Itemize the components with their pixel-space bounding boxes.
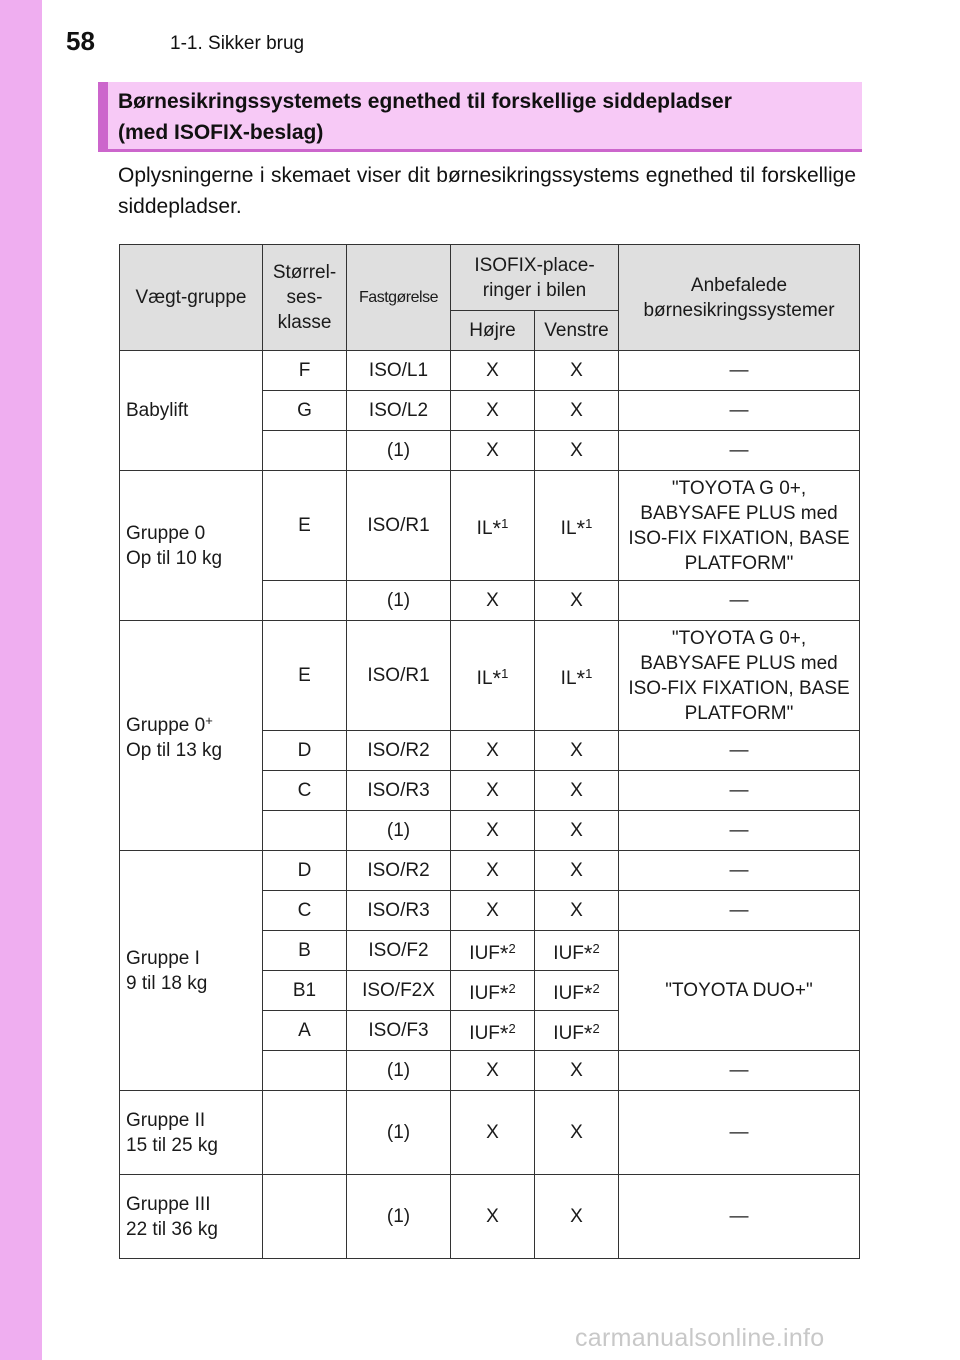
section-label: 1-1. Sikker brug [170,33,305,54]
left-cell: X [535,1091,619,1175]
size-cell: D [263,731,347,771]
section-title-line2: (med ISOFIX-beslag) [118,121,324,144]
group-1-weight: 9 til 18 kg [126,972,208,994]
recommended-cell: — [619,581,860,621]
fixture-cell: ISO/L2 [347,391,451,431]
asterisk: * [492,665,502,691]
size-cell: B1 [263,971,347,1011]
footnote-ref: 1 [585,515,593,531]
recommended-cell: — [619,851,860,891]
iuf-text: IUF [553,982,584,1004]
table-row [120,1175,860,1259]
right-cell: X [451,811,535,851]
size-cell [263,431,347,471]
right-cell: X [451,731,535,771]
size-cell: E [263,471,347,581]
right-cell: X [451,1051,535,1091]
group-1-name: Gruppe I [126,947,200,969]
recommended-cell: "TOYOTA G 0+, BABYSAFE PLUS med ISO-FIX FIXATION, BASE PLATFORM" [619,471,860,581]
size-cell: G [263,391,347,431]
footnote-ref: 2 [592,980,600,996]
iuf-text: IUF [469,982,500,1004]
left-cell: X [535,811,619,851]
size-cell [263,1051,347,1091]
fixture-cell: (1) [347,581,451,621]
group-babylift: Babylift [120,351,263,471]
fixture-cell: ISO/R1 [347,621,451,731]
table-row [120,471,860,581]
group-3-name: Gruppe III [126,1193,211,1215]
size-cell: B [263,931,347,971]
fixture-cell: (1) [347,1051,451,1091]
group-3 [120,1175,263,1259]
size-cell: F [263,351,347,391]
recommended-cell: — [619,771,860,811]
left-cell [535,621,619,731]
asterisk: * [499,940,509,966]
footnote-ref: 2 [508,1020,516,1036]
right-cell [451,1011,535,1051]
group-0 [120,471,263,621]
size-cell: A [263,1011,347,1051]
fixture-cell: (1) [347,431,451,471]
left-cell [535,1011,619,1051]
group-1 [120,851,263,1091]
footnote-ref: 2 [508,940,516,956]
right-cell: X [451,851,535,891]
right-cell: X [451,891,535,931]
header-size-class: Størrel-ses-klasse [263,245,347,351]
recommended-cell: — [619,1175,860,1259]
right-cell [451,971,535,1011]
left-cell [535,471,619,581]
recommended-cell: — [619,731,860,771]
group-0-plus-name [126,708,260,738]
footnote-ref: 2 [592,940,600,956]
iuf-text: IUF [553,942,584,964]
fixture-cell: ISO/R1 [347,471,451,581]
left-cell: X [535,391,619,431]
right-cell: X [451,1175,535,1259]
asterisk: * [583,980,593,1006]
iuf-text: IUF [469,942,500,964]
left-cell: X [535,1175,619,1259]
footnote-ref: 1 [585,665,593,681]
asterisk: * [576,515,586,541]
group-2-name: Gruppe II [126,1109,206,1131]
header-recommended: Anbefalede børnesikringssystemer [619,245,860,351]
size-cell [263,811,347,851]
iuf-text: IUF [469,1022,500,1044]
il-text: IL [476,667,493,689]
size-cell [263,581,347,621]
right-cell [451,621,535,731]
right-cell: X [451,771,535,811]
size-cell [263,1175,347,1259]
right-cell: X [451,391,535,431]
fixture-cell: ISO/F2X [347,971,451,1011]
left-cell [535,931,619,971]
fixture-cell: ISO/R3 [347,891,451,931]
fixture-cell: ISO/F3 [347,1011,451,1051]
fixture-cell: ISO/R3 [347,771,451,811]
fixture-cell: ISO/R2 [347,731,451,771]
asterisk: * [583,940,593,966]
fixture-cell: ISO/R2 [347,851,451,891]
header-left: Venstre [535,311,619,351]
group-2-weight: 15 til 25 kg [126,1134,218,1156]
recommended-cell: — [619,1091,860,1175]
right-cell: X [451,581,535,621]
fixture-cell: (1) [347,811,451,851]
left-cell: X [535,891,619,931]
size-cell: E [263,621,347,731]
recommended-cell-duo: "TOYOTA DUO+" [619,931,860,1051]
section-title-box [98,82,862,152]
side-tab-strip [0,0,42,1360]
size-cell: C [263,891,347,931]
table-row [120,1091,860,1175]
recommended-cell: — [619,811,860,851]
group-0-weight: Op til 10 kg [126,547,223,569]
recommended-cell: "TOYOTA G 0+, BABYSAFE PLUS med ISO-FIX FIXATION, BASE PLATFORM" [619,621,860,731]
fixture-cell: ISO/L1 [347,351,451,391]
recommended-cell: — [619,891,860,931]
table-row [120,351,860,391]
il-text: IL [560,517,577,539]
header-weight-group: Vægt-gruppe [120,245,263,351]
isofix-suitability-table [119,244,860,1259]
left-cell: X [535,581,619,621]
intro-paragraph: Oplysningerne i skemaet viser dit børnesikringssystems egnethed til forskellige siddepladser. [118,164,856,218]
right-cell: X [451,1091,535,1175]
fixture-cell: (1) [347,1175,451,1259]
footnote-ref: 1 [501,515,509,531]
size-cell: D [263,851,347,891]
recommended-cell: — [619,391,860,431]
header-fixture: Fastgørelse [347,245,451,351]
group-2 [120,1091,263,1175]
watermark: carmanualsonline.info [575,1324,825,1352]
left-cell: X [535,431,619,471]
group-0-plus-weight: Op til 13 kg [126,740,223,761]
size-cell [263,1091,347,1175]
table-row [120,851,860,891]
left-cell: X [535,771,619,811]
left-cell: X [535,1051,619,1091]
asterisk: * [499,1020,509,1046]
header-isofix-positions: ISOFIX-place-ringer i bilen [451,245,619,311]
header-right: Højre [451,311,535,351]
asterisk: * [576,665,586,691]
plus-superscript: + [205,713,213,728]
recommended-cell: — [619,1051,860,1091]
group-0-plus-label: Gruppe 0 [126,715,206,736]
recommended-cell: — [619,431,860,471]
iuf-text: IUF [553,1022,584,1044]
footnote-ref: 1 [501,665,509,681]
asterisk: * [499,980,509,1006]
right-cell [451,471,535,581]
left-cell: X [535,351,619,391]
left-cell: X [535,851,619,891]
size-cell: C [263,771,347,811]
right-cell: X [451,351,535,391]
left-cell [535,971,619,1011]
page-number: 58 [66,26,95,56]
asterisk: * [492,515,502,541]
group-0-plus [120,621,263,851]
fixture-cell: (1) [347,1091,451,1175]
section-title-line1: Børnesikringssystemets egnethed til forskellige siddepladser [118,90,732,113]
il-text: IL [560,667,577,689]
fixture-cell: ISO/F2 [347,931,451,971]
right-cell [451,931,535,971]
footnote-ref: 2 [508,980,516,996]
asterisk: * [583,1020,593,1046]
right-cell: X [451,431,535,471]
il-text: IL [476,517,493,539]
recommended-cell: — [619,351,860,391]
table-row [120,621,860,731]
group-0-name: Gruppe 0 [126,522,206,544]
left-cell: X [535,731,619,771]
footnote-ref: 2 [592,1020,600,1036]
group-3-weight: 22 til 36 kg [126,1218,218,1240]
